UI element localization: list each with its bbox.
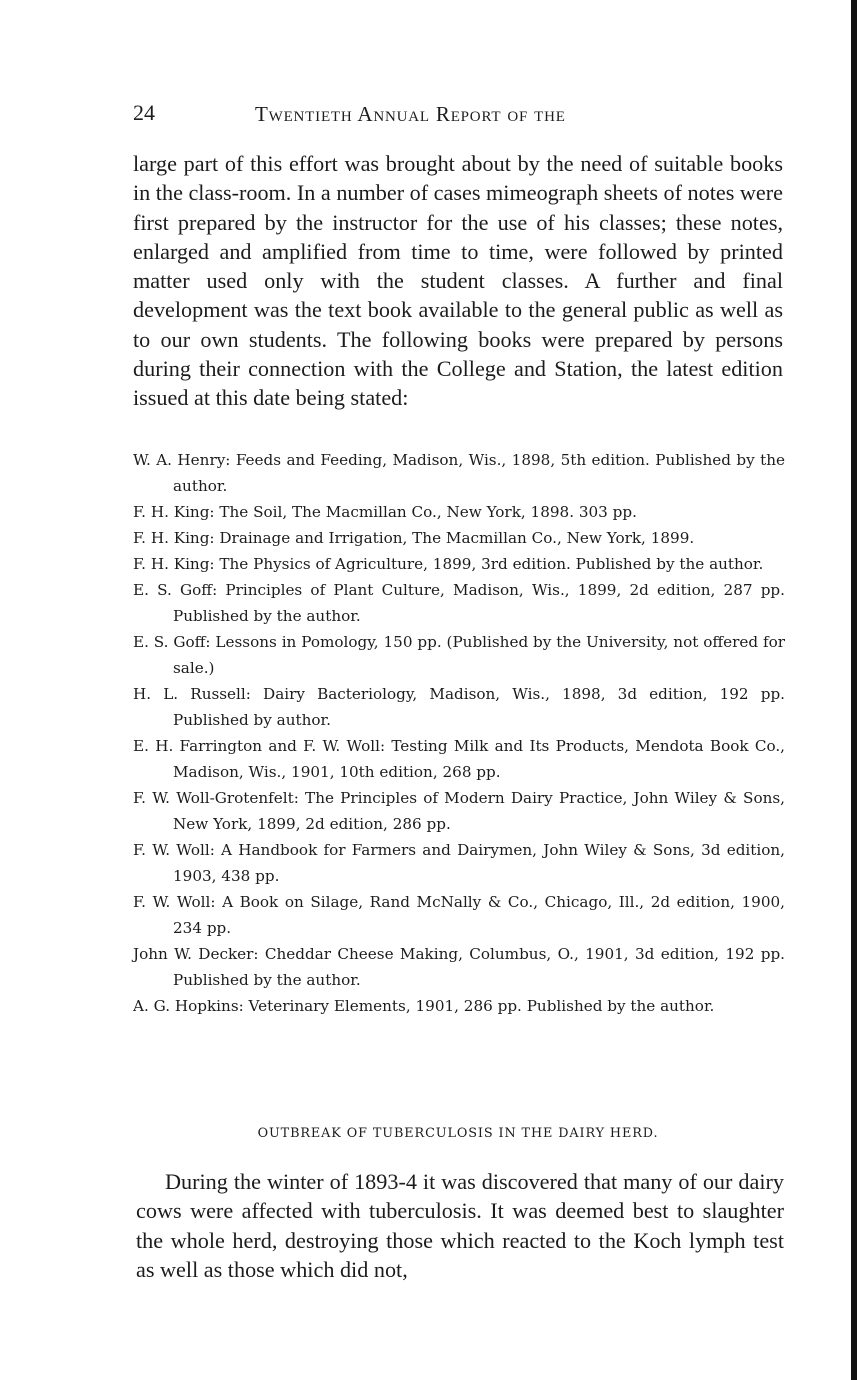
book-list	[133, 447, 785, 1019]
running-header	[133, 100, 783, 130]
intro-paragraph: large part of this effort was brought about by the need of suitable books in the class-room. In a number of cases mimeograph sheets of notes were first prepared by the instructor for the use of his classes; these notes, enlarged and amplified from time to time, were followed by printed matter used only with the student classes. A further and final development was the text book available to the general public as well as to our own students. The following books were prepared by persons during their connection with the College and Station, the latest edition issued at this date being stated:	[133, 151, 784, 411]
book-entry: E. S. Goff: Principles of Plant Culture, Madison, Wis., 1899, 2d edition, 287 pp. Published by the author.	[133, 581, 785, 625]
scan-edge-border	[851, 0, 857, 1380]
running-title: Twentieth Annual Report of the	[255, 102, 566, 126]
book-entry: W. A. Henry: Feeds and Feeding, Madison, Wis., 1898, 5th edition. Published by the author.	[133, 451, 785, 495]
book-entry: F. H. King: The Soil, The Macmillan Co., New York, 1898. 303 pp.	[133, 503, 637, 521]
book-entry: F. W. Woll: A Book on Silage, Rand McNally & Co., Chicago, Ill., 2d edition, 1900, 234 pp.	[133, 893, 785, 937]
book-entry: E. S. Goff: Lessons in Pomology, 150 pp. (Published by the University, not offered for sale.)	[133, 633, 785, 677]
book-entry: E. H. Farrington and F. W. Woll: Testing Milk and Its Products, Mendota Book Co., Madison, Wis., 1901, 10th edition, 268 pp.	[133, 737, 785, 781]
page-number: 24	[133, 100, 155, 125]
book-entry: A. G. Hopkins: Veterinary Elements, 1901, 286 pp. Published by the author.	[133, 997, 715, 1015]
book-entry: F. H. King: The Physics of Agriculture, 1899, 3rd edition. Published by the author.	[133, 555, 764, 573]
book-entry: F. H. King: Drainage and Irrigation, The Macmillan Co., New York, 1899.	[133, 529, 695, 547]
book-entry: John W. Decker: Cheddar Cheese Making, Columbus, O., 1901, 3d edition, 192 pp. Published by the author.	[133, 945, 785, 989]
section-paragraph: During the winter of 1893-4 it was discovered that many of our dairy cows were affected with tuberculosis. It was deemed best to slaughter the whole herd, destroying those which reacted to the Koch lymph test as well as those which did not,	[136, 1169, 784, 1282]
book-entry: F. W. Woll: A Handbook for Farmers and Dairymen, John Wiley & Sons, 3d edition, 1903, 438 pp.	[133, 841, 785, 885]
section-heading: OUTBREAK OF TUBERCULOSIS IN THE DAIRY HERD.	[257, 1126, 659, 1141]
book-entry: F. W. Woll-Grotenfelt: The Principles of Modern Dairy Practice, John Wiley & Sons, New York, 1899, 2d edition, 286 pp.	[133, 789, 785, 833]
book-entry: H. L. Russell: Dairy Bacteriology, Madison, Wis., 1898, 3d edition, 192 pp. Published by author.	[133, 685, 785, 729]
